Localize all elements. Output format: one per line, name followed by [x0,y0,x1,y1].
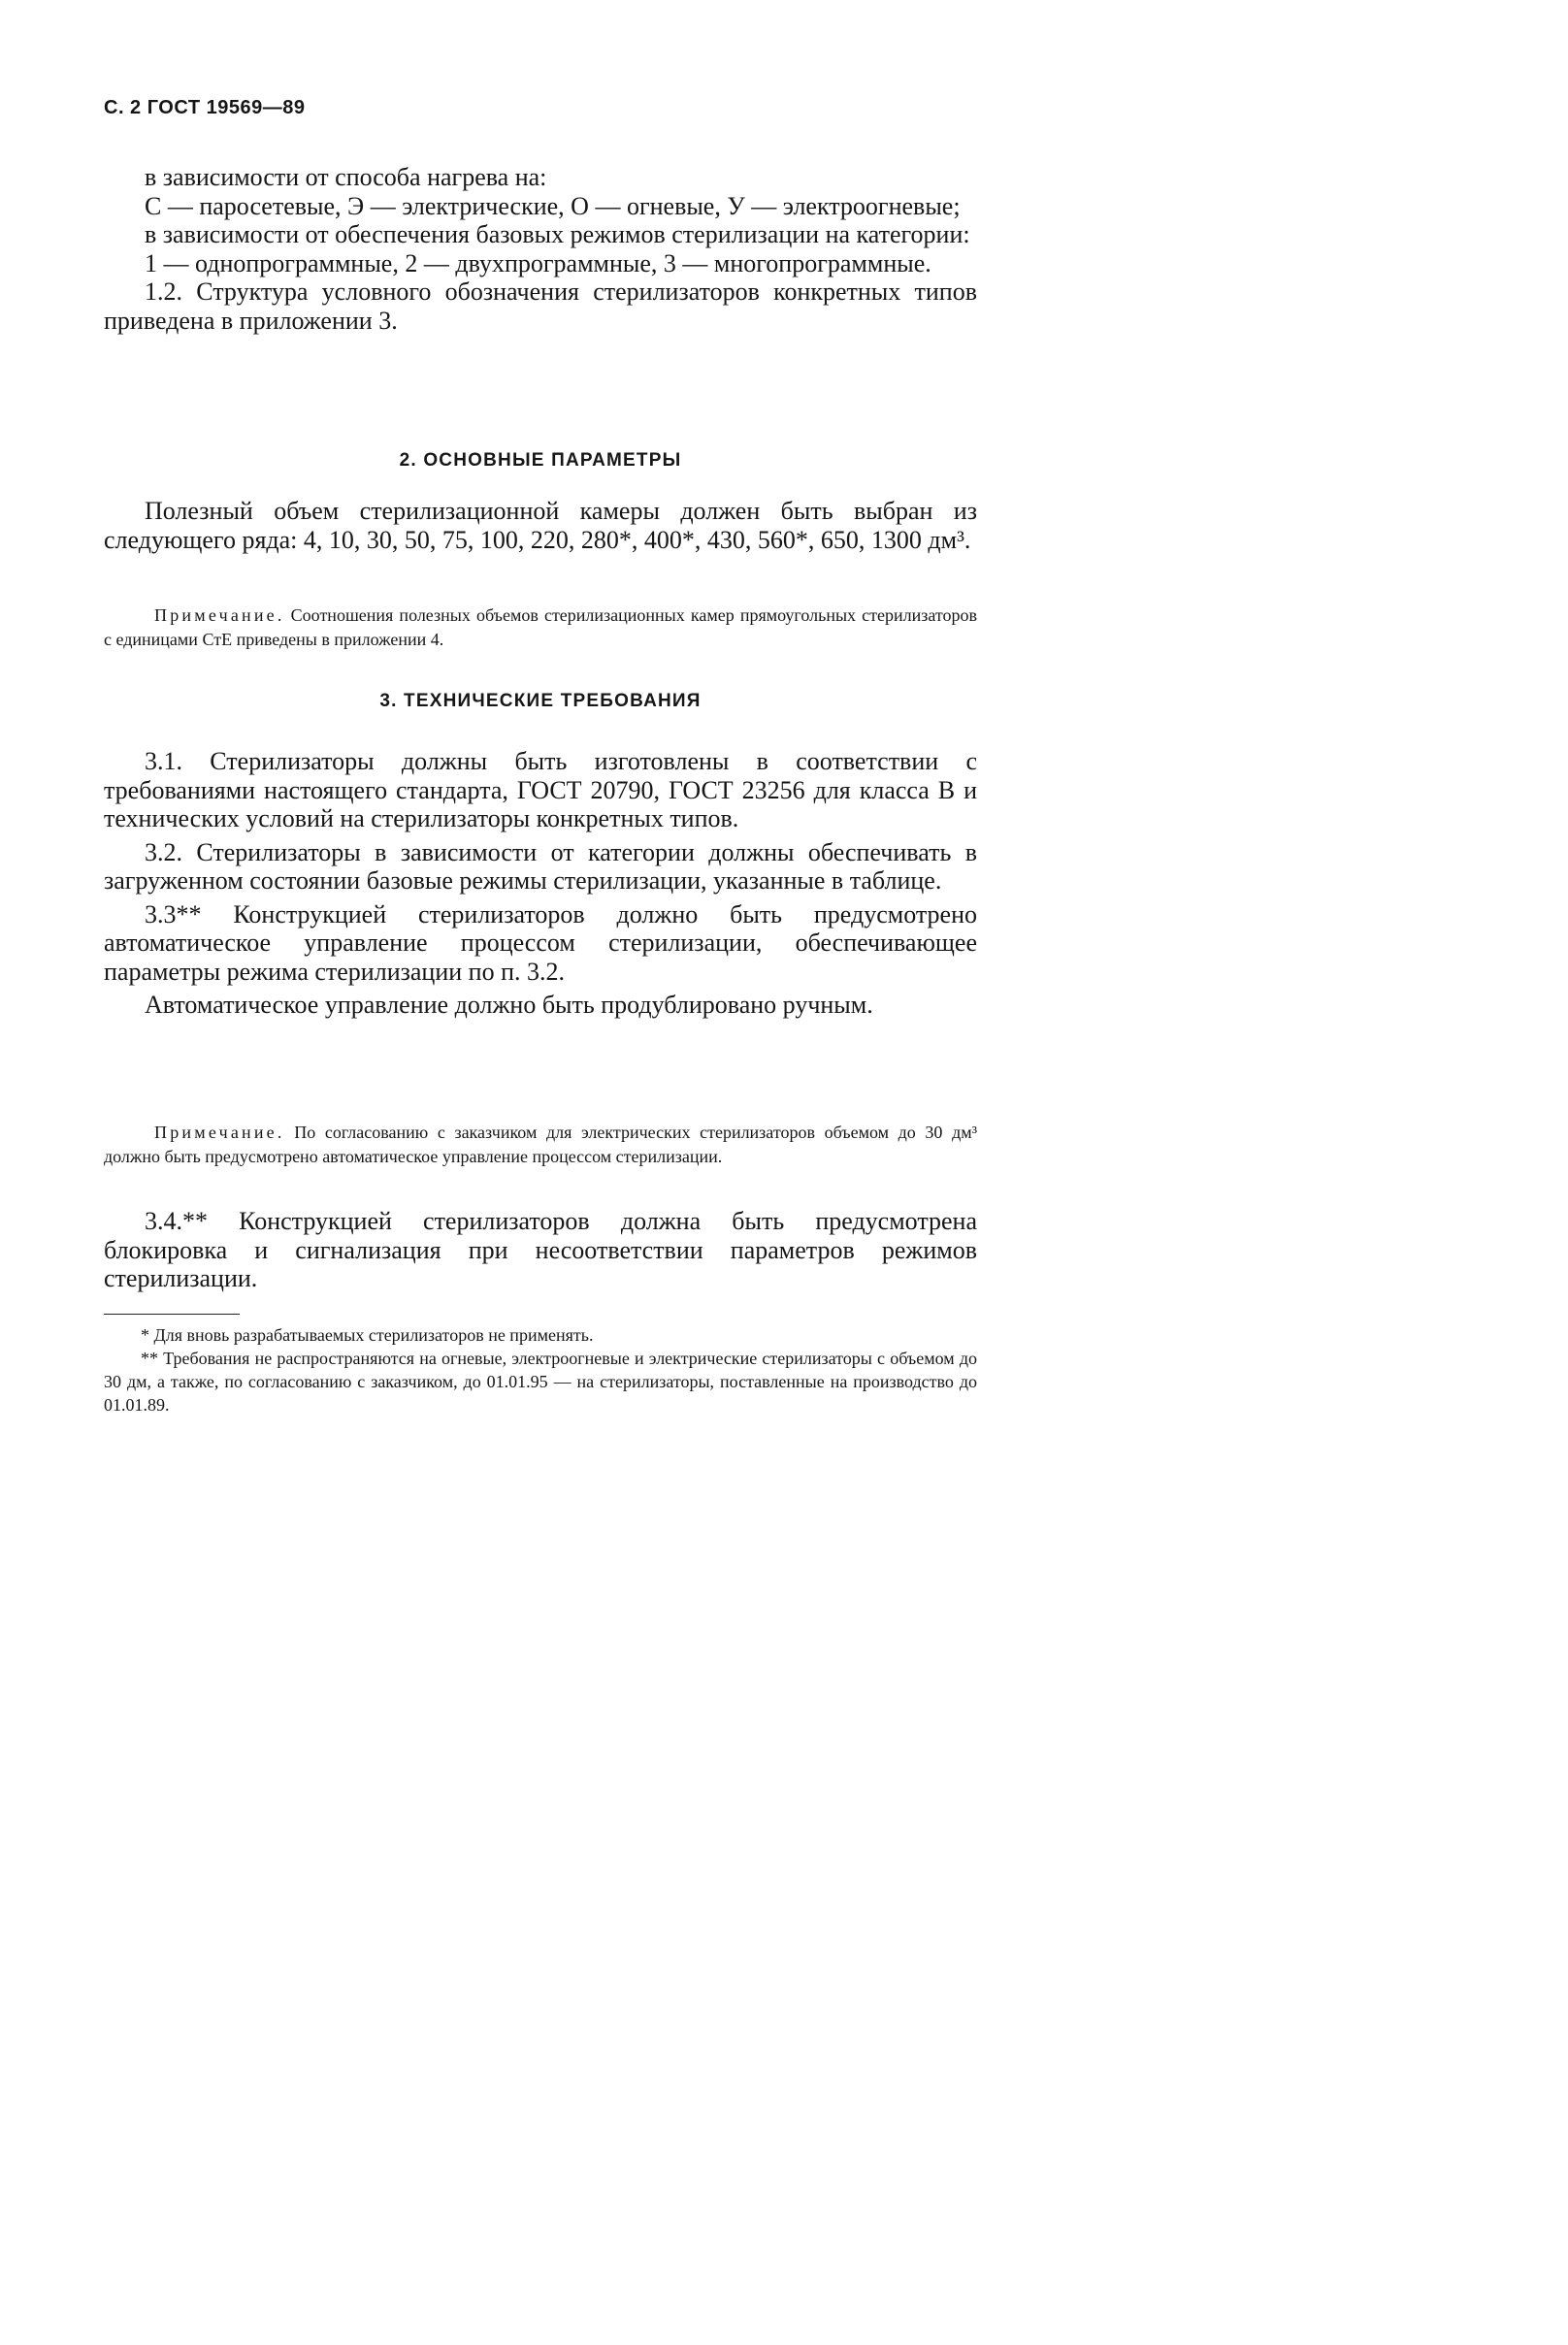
section-2-title: 2. ОСНОВНЫЕ ПАРАМЕТРЫ [399,450,682,471]
document-page [0,0,1019,1523]
intro-paragraph-2: С — паросетевые, Э — электрические, О — огневые, У — электроогневые; [145,191,961,220]
clause-3-3-manual: Автоматическое управление должно быть продублировано ручным. [145,991,873,1019]
section-3-title: 3. ТЕХНИЧЕСКИЕ ТРЕБОВАНИЯ [379,691,702,711]
clause-3-4: 3.4.** Конструкцией стерилизаторов должна быть предусмотрена блокировка и сигнализация при несоответствии параметров режимов стерилизации. [104,1207,977,1292]
intro-paragraph-3: в зависимости от обеспечения базовых режимов стерилизации на категории: [145,220,970,248]
note-label: Примечание. [154,1123,285,1142]
footnotes [104,1323,977,1417]
section-2-body [104,497,977,554]
clause-1-2: 1.2. Структура условного обозначения стерилизаторов конкретных типов приведена в приложении 3. [104,277,977,335]
intro-paragraph-1: в зависимости от способа нагрева на: [145,163,547,191]
section-3-note [104,1121,977,1169]
clause-3-2: 3.2. Стерилизаторы в зависимости от категории должны обеспечивать в загруженном состоянии базовые режимы стерилизации, указанные в таблице. [104,837,977,895]
page-header: С. 2 ГОСТ 19569—89 [104,97,306,118]
clause-3-4-block [104,1207,977,1293]
volume-series-paragraph: Полезный объем стерилизационной камеры должен быть выбран из следующего ряда: 4, 10, 30, 50, 75, 100, 220, 280*, 400*, 430, 560*, 650, 1300 дм³. [104,497,977,554]
footnote-separator [104,1314,240,1315]
footnote-1: * Для вновь разрабатываемых стерилизаторов не применять. [141,1325,594,1345]
note-text: Соотношения полезных объемов стерилизационных камер прямоугольных стерилизаторов с единицами СтЕ приведены в приложении 4. [104,605,978,649]
note-text: По согласованию с заказчиком для электрических стерилизаторов объемом до 30 дм³ должно быть предусмотрено автоматическое управление процессом стерилизации. [104,1123,978,1166]
clause-3-3: 3.3** Конструкцией стерилизаторов должно быть предусмотрено автоматическое управление процессом стерилизации, обеспечивающее параметры режима стерилизации по п. 3.2. [104,899,977,986]
note-label: Примечание. [154,605,285,625]
section-3-body [104,747,977,1020]
intro-paragraph-4: 1 — однопрограммные, 2 — двухпрограммные, 3 — многопрограммные. [145,248,931,277]
section-2-note [104,603,977,652]
intro-block [104,163,977,335]
clause-3-1: 3.1. Стерилизаторы должны быть изготовлены в соответствии с требованиями настоящего стандарта, ГОСТ 20790, ГОСТ 23256 для класса В и технических условий на стерилизаторы конкретных типов. [104,747,977,832]
footnote-2: ** Требования не распространяются на огневые, электроогневые и электрические стерилизаторы с объемом до 30 дм, а также, по согласованию с заказчиком, до 01.01.95 — на стерилизаторы, поставленные на производство до 01.01.89. [104,1349,977,1415]
